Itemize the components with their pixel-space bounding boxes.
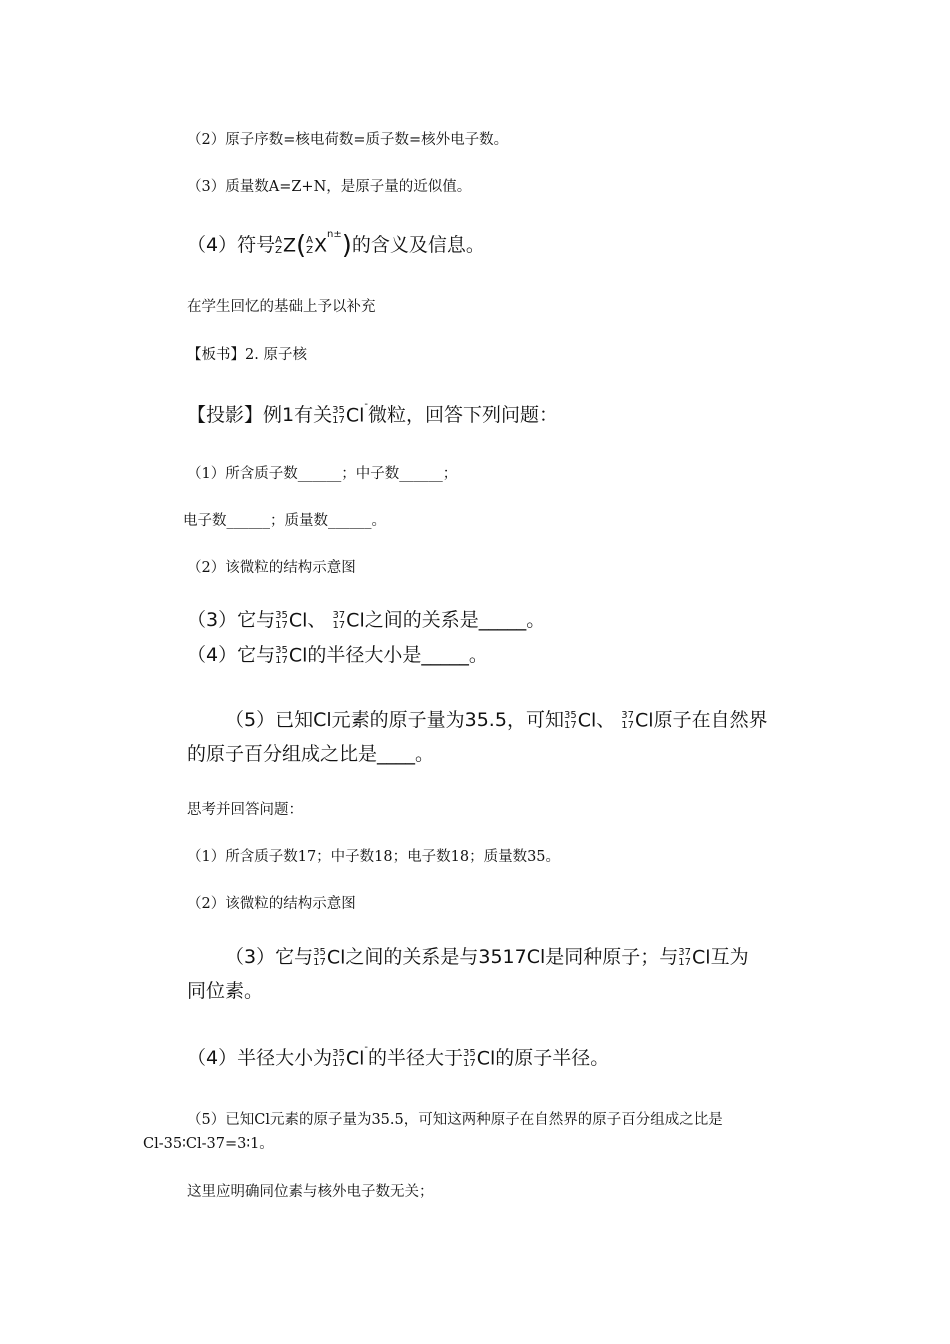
chlorine-35-symbol: 35 17 Cl xyxy=(463,1047,496,1069)
chloride-ion-35-symbol: 35 17 Cl- xyxy=(332,1041,368,1069)
text-line: （1）所含质子数17；中子数18；电子数18；质量数35。 xyxy=(187,849,561,865)
chlorine-37-symbol: 37 17 Cl xyxy=(621,709,654,731)
text-line: 【板书】2. 原子核 xyxy=(187,347,307,363)
text-fragment: 的含义及信息。 xyxy=(351,234,485,256)
text-line: 【投影】例1有关 35 17 Cl-微粒，回答下列问题： xyxy=(187,398,558,426)
text-line: 在学生回忆的基础上予以补充 xyxy=(187,299,376,315)
text-line: （2）原子序数=核电荷数=质子数=核外电子数。 xyxy=(187,132,509,148)
chlorine-35-symbol: 35 17 Cl xyxy=(563,709,597,731)
chlorine-35-symbol: 35 17 Cl xyxy=(313,946,346,968)
text-line: （4）符号 A Z Z( A Z $X^{n\pm}$)的含义及信息。 xyxy=(187,228,485,261)
chlorine-35-symbol: 35 17 Cl xyxy=(275,644,308,666)
text-line: 的原子百分组成之比是____。 xyxy=(187,743,435,765)
text-line: 电子数______；质量数______。 xyxy=(183,513,386,529)
text-line: （3）它与 35 17 Cl、 37 17 Cl之间的关系是_____。 xyxy=(187,609,546,631)
chloride-ion-35-symbol: 35 17 Cl- xyxy=(332,398,368,426)
chlorine-35-symbol: 35 17 Cl xyxy=(275,609,308,631)
text-line: （4）半径大小为 35 17 Cl-的半径大于 35 17 Cl的原子半径。 xyxy=(187,1041,610,1069)
text-line: 这里应明确同位素与核外电子数无关； xyxy=(187,1184,434,1200)
chlorine-37-symbol: 37 17 Cl xyxy=(678,946,711,968)
text-line: （1）所含质子数______；中子数______； xyxy=(187,466,458,482)
text-fragment: （4）符号 xyxy=(187,234,276,256)
text-line: 同位素。 xyxy=(187,980,264,1002)
nuclide-symbol: A Z Z xyxy=(275,234,296,256)
text-line: （2）该微粒的结构示意图 xyxy=(187,896,356,912)
text-line: （4）它与 35 17 Cl的半径大小是_____。 xyxy=(187,644,488,666)
text-line: （3）质量数A=Z+N，是原子量的近似值。 xyxy=(187,179,472,195)
text-line: （5）已知Cl元素的原子量为35.5，可知这两种原子在自然界的原子百分组成之比是 xyxy=(187,1112,723,1128)
text-line: 思考并回答问题： xyxy=(187,802,303,818)
nuclide-symbol: A Z $X^{n\pm}$ xyxy=(306,228,342,256)
text-line: （3）它与 35 17 Cl之间的关系是与3517Cl是同种原子；与 37 17 Cl互为 xyxy=(225,946,749,968)
chlorine-37-symbol: 37 17 Cl xyxy=(332,609,365,631)
text-line: Cl-35∶Cl-37=3∶1。 xyxy=(143,1136,274,1152)
text-line: （5）已知Cl元素的原子量为35.5，可知 35 17 Cl、 37 17 Cl原子在自然界 xyxy=(225,709,768,731)
text-line: （2）该微粒的结构示意图 xyxy=(187,560,356,576)
